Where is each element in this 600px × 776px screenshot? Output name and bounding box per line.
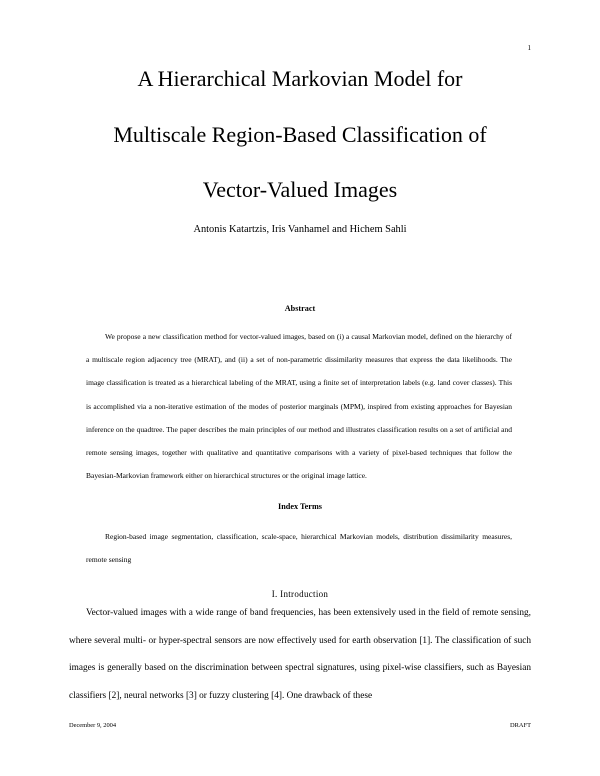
introduction-body — [69, 600, 531, 710]
paper-title-line-3: Vector-Valued Images — [202, 177, 398, 202]
abstract-text: We propose a new classification method for vector-valued images, based on (i) a causal Markovian model, defined on the hierarchy of a multiscale region adjacency tree (MRAT), and (ii) a set of non-parametric dissimilarity measures that express the data likelihoods. The image classification is treated as a hierarchical labeling of the MRAT, using a finite set of interpretation labels (e.g. land cover classes). This is accomplished via a non-iterative estimation of the modes of posterior marginals (MPM), inspired from existing approaches for Bayesian inference on the quadtree. The paper describes the main principles of our method and illustrates classification results on a set of artificial and remote sensing images, together with qualitative and quantitative comparisons with a variety of pixel-based techniques that follow the Bayesian-Markovian framework either on hierarchical structures or the original image lattice. — [86, 332, 512, 481]
page-number: 1 — [527, 44, 531, 52]
index-terms-heading: Index Terms — [278, 502, 322, 511]
abstract-heading: Abstract — [284, 304, 316, 313]
paper-title-line-1: A Hierarchical Markovian Model for — [137, 66, 463, 91]
authors: Antonis Katartzis, Iris Vanhamel and Hichem Sahli — [193, 224, 407, 235]
paper-title-line-2: Multiscale Region-Based Classification of — [113, 122, 487, 147]
section-title: I. Introduction — [271, 589, 329, 599]
introduction-text: Vector-valued images with a wide range of band frequencies, has been extensively used in the field of remote sensing, where several multi- or hyper-spectral sensors are now effectively used for earth observation [1]. The classification of such images is generally based on the discrimination between spectral signatures, using pixel-wise classifiers, such as Bayesian classifiers [2], neural networks [3] or fuzzy clustering [4]. One drawback of these — [69, 608, 531, 701]
footer-date: December 9, 2004 — [69, 722, 117, 729]
abstract-body — [86, 325, 512, 487]
index-terms-text: Region-based image segmentation, classification, scale-space, hierarchical Markovian models, distribution dissimilarity measures, remote sensing — [86, 532, 512, 565]
index-terms-body — [86, 525, 512, 571]
footer-draft-label: DRAFT — [510, 722, 531, 729]
